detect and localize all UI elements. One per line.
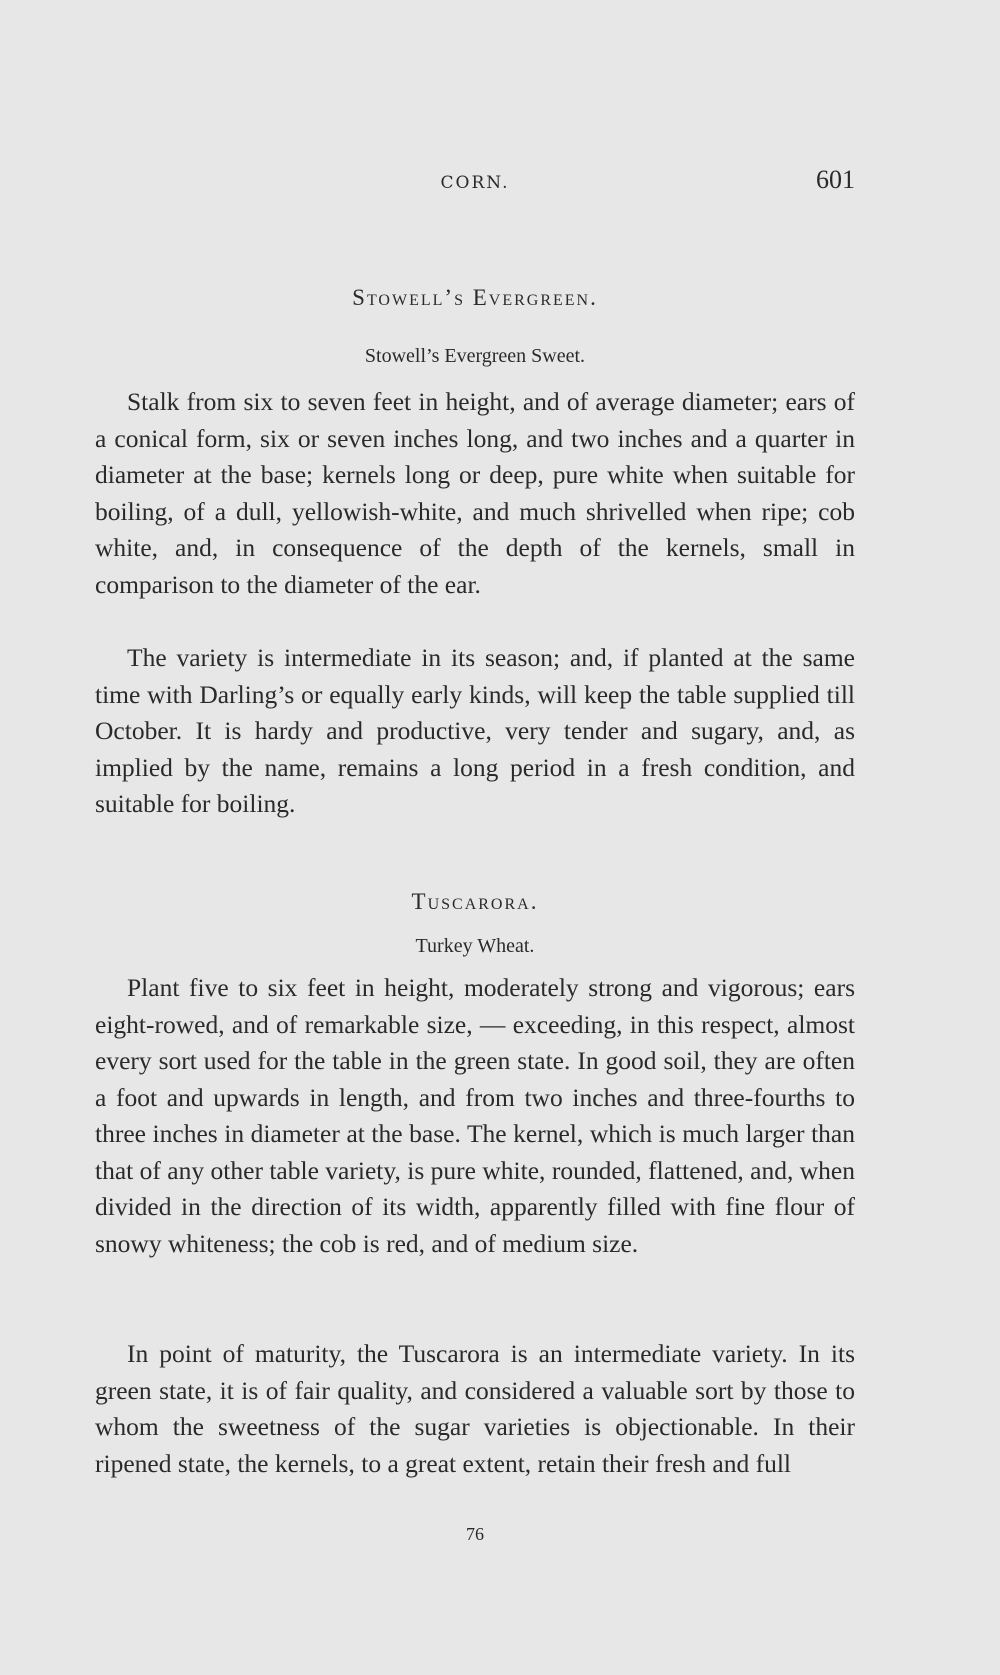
section-heading-tuscarora: Tuscarora. xyxy=(411,889,539,914)
paragraph-tuscarora-maturity: In point of maturity, the Tuscarora is an intermediate variety. In its green state, it is of fair quality, and considered a valuable sort by those to whom the sweetness of the sugar varieties is objectionable. In their ripened state, the kernels, to a great extent, retain their fresh and full xyxy=(95,1339,855,1478)
running-head xyxy=(95,165,855,205)
section-subtitle-stowells-evergreen: Stowell’s Evergreen Sweet. xyxy=(364,345,586,367)
section-subtitle-tuscarora: Turkey Wheat. xyxy=(415,935,535,957)
signature-mark: 76 xyxy=(466,1524,484,1544)
section-heading-stowells-evergreen: Stowell’s Evergreen. xyxy=(352,285,598,310)
paragraph-tuscarora-description: Plant five to six feet in height, moderately strong and vigorous; ears eight-rowed, and of remarkable size, — exceeding, in this respect, almost every sort used for the table in the green state. In good soil, they are often a foot and upwards in length, and from two inches and three-fourths to three inches in diameter at the base. The kernel, which is much larger than that of any other table variety, is pure white, rounded, flattened, and, when divided in the direction of its width, apparently filled with fine flour of snowy whiteness; the cob is red, and of medium size. xyxy=(95,973,855,1258)
page-number: 601 xyxy=(816,165,855,194)
paragraph-stowells-description: Stalk from six to seven feet in height, and of average diameter; ears of a conical form, six or seven inches long, and two inches and a quarter in diameter at the base; kernels long or deep, pure white when suitable for boiling, of a dull, yellowish-white, and much shrivelled when ripe; cob white, and, in consequence of the depth of the kernels, small in comparison to the diameter of the ear. xyxy=(95,387,855,599)
running-title: CORN. xyxy=(440,173,510,193)
paragraph-stowells-season: The variety is intermediate in its season; and, if planted at the same time with Darling’s or equally early kinds, will keep the table supplied till October. It is hardy and productive, very tender and sugary, and, as implied by the name, remains a long period in a fresh condition, and suitable for boiling. xyxy=(95,643,855,818)
